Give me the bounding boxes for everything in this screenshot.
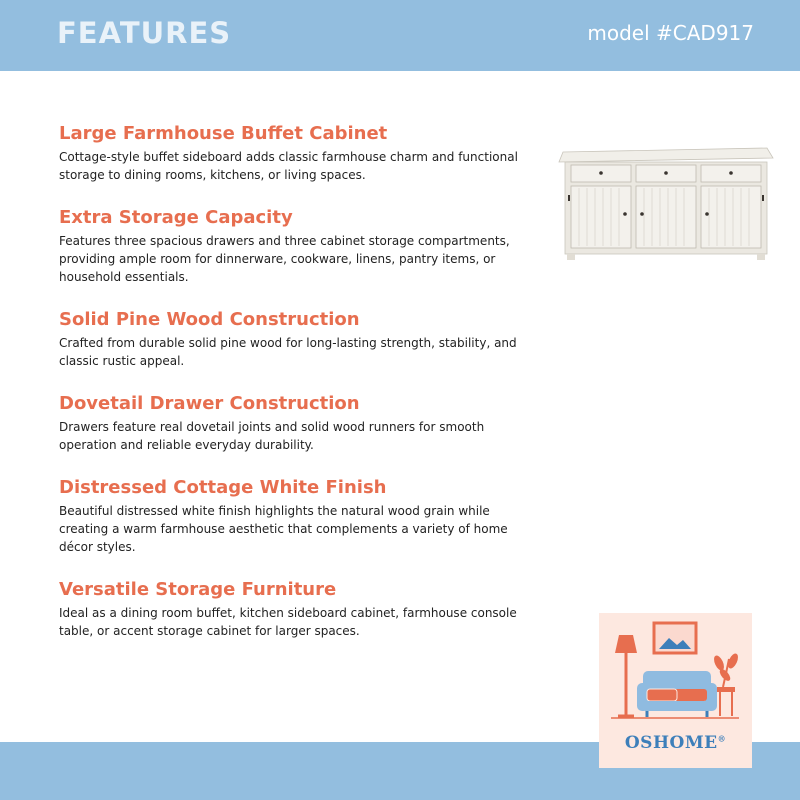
feature-description: Ideal as a dining room buffet, kitchen sideboard cabinet, farmhouse console table, or accent storage cabinet for larger spaces. xyxy=(59,606,517,638)
feature-item xyxy=(59,578,539,640)
model-number: model #CAD917 xyxy=(587,21,754,45)
feature-description: Drawers feature real dovetail joints and solid wood runners for smooth operation and reliable everyday durability. xyxy=(59,420,485,452)
feature-title: Extra Storage Capacity xyxy=(59,207,293,228)
feature-title: Solid Pine Wood Construction xyxy=(59,309,360,330)
feature-item xyxy=(59,206,539,286)
feature-item xyxy=(59,122,539,184)
brand-logo-card xyxy=(599,613,752,768)
feature-description: Features three spacious drawers and three cabinet storage compartments, providing ample room for dinnerware, cookware, linens, pantry items, or household essentials. xyxy=(59,234,510,284)
feature-item xyxy=(59,476,539,556)
feature-description: Beautiful distressed white finish highlights the natural wood grain while creating a warm farmhouse aesthetic that complements a variety of home décor styles. xyxy=(59,504,508,554)
feature-description: Cottage-style buffet sideboard adds classic farmhouse charm and functional storage to dining rooms, kitchens, or living spaces. xyxy=(59,150,518,182)
living-room-illustration xyxy=(599,613,752,728)
feature-item xyxy=(59,392,539,454)
buffet-cabinet-image xyxy=(555,140,775,265)
feature-title: Versatile Storage Furniture xyxy=(59,579,337,600)
registered-mark: ® xyxy=(717,733,727,744)
feature-description: Crafted from durable solid pine wood for long-lasting strength, stability, and classic rustic appeal. xyxy=(59,336,517,368)
feature-item xyxy=(59,308,539,370)
feature-title: Large Farmhouse Buffet Cabinet xyxy=(59,123,388,144)
feature-title: Distressed Cottage White Finish xyxy=(59,477,387,498)
page-title: FEATURES xyxy=(57,16,232,50)
brand-name: OSHOME® xyxy=(624,733,727,753)
features-list xyxy=(59,122,539,662)
header-banner xyxy=(0,0,800,71)
feature-title: Dovetail Drawer Construction xyxy=(59,393,360,414)
